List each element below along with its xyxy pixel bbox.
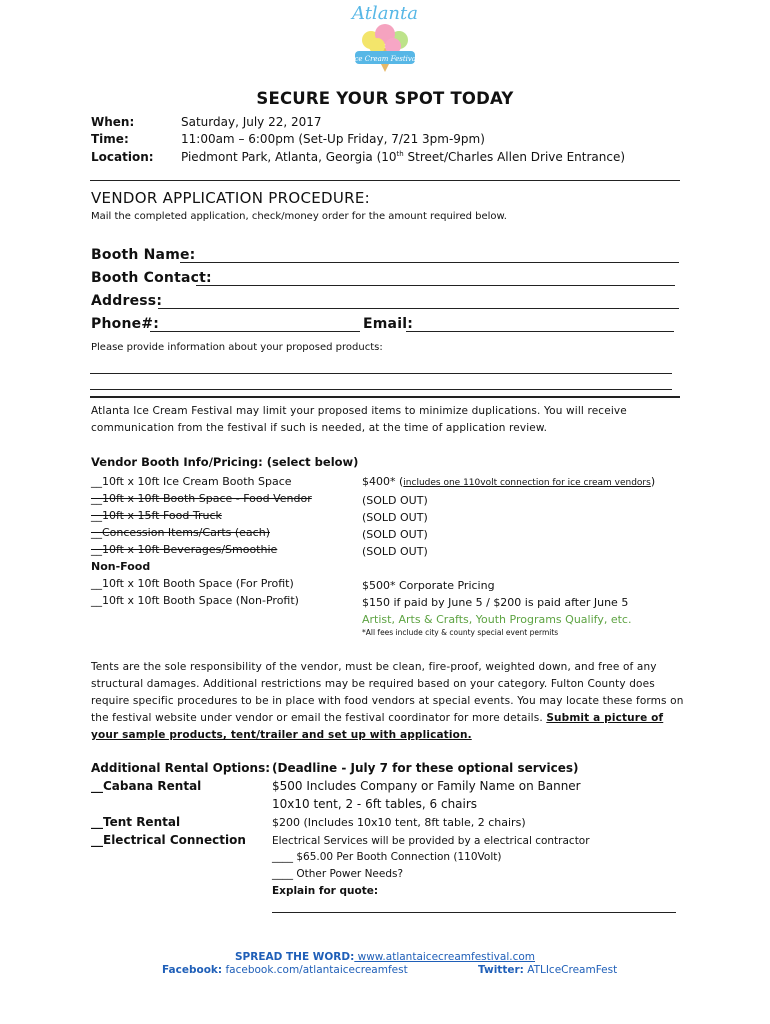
twitter-link[interactable]: ATLIceCreamFest <box>523 964 618 976</box>
price-value: $150 if paid by June 5 / $200 is paid after June 5 <box>362 596 629 609</box>
festival-logo <box>335 2 435 74</box>
qualify-note: Artist, Arts & Crafts, Youth Programs Qualify, etc. <box>362 613 632 626</box>
price-value: (SOLD OUT) <box>362 545 428 558</box>
procedure-heading: VENDOR APPLICATION PROCEDURE: <box>91 189 370 207</box>
time-value: 11:00am – 6:00pm (Set-Up Friday, 7/21 3pm-9pm) <box>181 132 485 146</box>
products-input-line-2[interactable] <box>90 389 672 390</box>
cabana-desc-1: $500 Includes Company or Family Name on Banner <box>272 779 581 793</box>
divider <box>90 180 680 181</box>
facebook-line: Facebook: facebook.com/atlantaicecreamfest <box>162 964 408 976</box>
price-value: (SOLD OUT) <box>362 494 428 507</box>
explain-label: Explain for quote: <box>272 885 379 897</box>
booth-contact-label: Booth Contact: <box>91 270 212 286</box>
pricing-item[interactable]: __10ft x 10ft Booth Space (Non-Profit) <box>91 594 299 607</box>
pricing-item[interactable]: __10ft x 10ft Ice Cream Booth Space <box>91 475 292 488</box>
products-input-line-1[interactable] <box>90 373 672 374</box>
website-link[interactable]: www.atlantaicecreamfestival.com <box>354 951 536 963</box>
when-value: Saturday, July 22, 2017 <box>181 115 322 129</box>
electrical-110v-option[interactable]: ____ $65.00 Per Booth Connection (110Volt) <box>272 851 502 863</box>
tents-paragraph: Tents are the sole responsibility of the vendor, must be clean, fire-proof, weighted down, and free of any structural damages. Additional restrictions may be required based on your category. Fulton County does require specific procedures to be in place with food vendors at special events. You may locate these forms on the festival website under vendor or email the festival coordinator for more details. Submit a picture of your sample products, tent/trailer and set up with application. <box>91 661 684 741</box>
explain-input[interactable] <box>272 912 676 913</box>
price-value: (SOLD OUT) <box>362 511 428 524</box>
email-input[interactable] <box>406 331 674 332</box>
electrical-option[interactable]: __Electrical Connection <box>91 833 246 847</box>
pricing-item: __Concession Items/Carts (each) <box>91 526 270 539</box>
limit-note: Atlanta Ice Cream Festival may limit your proposed items to minimize duplications. You will receive communication from the festival if such is needed, at the time of application review. <box>91 405 627 434</box>
pricing-item: __10ft x 10ft Beverages/Smoothie <box>91 543 278 556</box>
booth-name-label: Booth Name: <box>91 247 196 263</box>
facebook-link[interactable]: facebook.com/atlantaicecreamfest <box>222 964 408 976</box>
cabana-desc-2: 10x10 tent, 2 - 6ft tables, 6 chairs <box>272 797 478 811</box>
address-label: Address: <box>91 293 163 309</box>
phone-label: Phone#: <box>91 316 160 332</box>
price-value: $400* (includes one 110volt connection for ice cream vendors) <box>362 475 656 488</box>
tent-desc: $200 (Includes 10x10 tent, 8ft table, 2 chairs) <box>272 816 526 829</box>
pricing-item: __10ft x 15ft Food Truck <box>91 509 222 522</box>
rentals-label: Additional Rental Options: <box>91 761 271 775</box>
price-value: $500* Corporate Pricing <box>362 579 495 592</box>
pricing-heading: Vendor Booth Info/Pricing: (select below) <box>91 455 359 469</box>
location-value: Piedmont Park, Atlanta, Georgia (10th Street/Charles Allen Drive Entrance) <box>181 150 626 164</box>
phone-input[interactable] <box>150 331 360 332</box>
products-prompt: Please provide information about your proposed products: <box>91 342 383 353</box>
cabana-option[interactable]: __Cabana Rental <box>91 779 202 793</box>
nonfood-label: Non-Food <box>91 560 151 573</box>
electrical-other-option[interactable]: ____ Other Power Needs? <box>272 868 404 880</box>
address-input[interactable] <box>158 308 679 309</box>
ice-cream-logo-icon <box>335 2 435 74</box>
fees-note: *All fees include city & county special event permits <box>362 628 559 637</box>
spread-word: SPREAD THE WORD: www.atlantaicecreamfestival.com <box>234 951 536 963</box>
when-label: When: <box>91 115 135 129</box>
logo-title: Atlanta <box>352 3 418 24</box>
location-label: Location: <box>91 150 154 164</box>
twitter-line: Twitter: ATLIceCreamFest <box>478 964 618 976</box>
rentals-deadline: (Deadline - July 7 for these optional services) <box>272 761 579 775</box>
pricing-list <box>91 473 312 609</box>
booth-contact-input[interactable] <box>196 285 675 286</box>
time-label: Time: <box>91 132 129 146</box>
procedure-note: Mail the completed application, check/money order for the amount required below. <box>91 211 507 222</box>
email-label: Email: <box>363 316 413 332</box>
pricing-item: __10ft x 10ft Booth Space - Food Vendor <box>91 492 312 505</box>
pricing-item[interactable]: __10ft x 10ft Booth Space (For Profit) <box>91 577 294 590</box>
price-list <box>362 473 655 628</box>
price-value: (SOLD OUT) <box>362 528 428 541</box>
booth-name-input[interactable] <box>180 262 679 263</box>
tent-option[interactable]: __Tent Rental <box>91 815 181 829</box>
divider <box>90 396 680 398</box>
page-title: SECURE YOUR SPOT TODAY <box>256 89 514 108</box>
electrical-desc: Electrical Services will be provided by a electrical contractor <box>272 835 590 847</box>
logo-subtitle: Ice Cream Festival <box>351 55 419 63</box>
